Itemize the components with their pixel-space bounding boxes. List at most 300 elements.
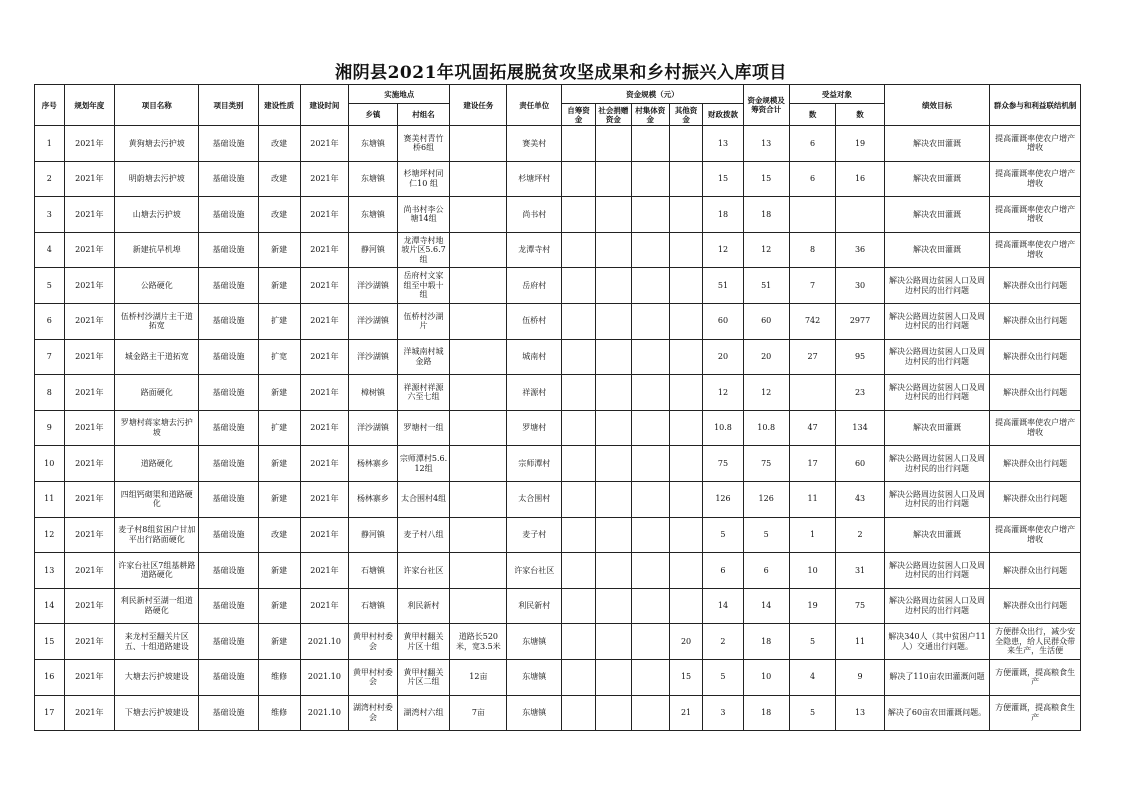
table-row — [35, 161, 1081, 197]
cell-mechanism: 方便灌溉，提高粮食生产 — [990, 695, 1081, 731]
cell-mechanism: 提高灌溉率使农户增产增收 — [990, 232, 1081, 268]
cell-donation — [595, 339, 631, 375]
cell-plan-year: 2021年 — [64, 197, 115, 233]
cell-beneficiary-count2 — [836, 197, 885, 233]
cell-project-name: 道路硬化 — [115, 446, 199, 482]
cell-donation — [595, 232, 631, 268]
cell-self-raised — [562, 268, 596, 304]
cell-town: 杨林寨乡 — [349, 481, 398, 517]
page-title: 湘阴县2021年巩固拓展脱贫攻坚成果和乡村振兴入库项目 — [335, 63, 787, 83]
cell-task — [450, 126, 507, 162]
cell-task — [450, 553, 507, 589]
cell-seq: 10 — [35, 446, 65, 482]
cell-town: 洋沙湖镇 — [349, 268, 398, 304]
cell-beneficiary-count2: 9 — [836, 659, 885, 695]
cell-collective — [631, 126, 669, 162]
cell-total: 20 — [743, 339, 789, 375]
col-header-time: 建设时间 — [300, 85, 349, 126]
cell-task — [450, 303, 507, 339]
cell-total: 75 — [743, 446, 789, 482]
cell-self-raised — [562, 517, 596, 553]
cell-project-name: 麦子村8组贫困户甘加平出行路面硬化 — [115, 517, 199, 553]
cell-task — [450, 339, 507, 375]
cell-beneficiary-count1: 1 — [789, 517, 835, 553]
cell-goal: 解决公路周边贫困人口及周边村民的出行问题 — [884, 268, 989, 304]
header-row-1 — [35, 85, 1081, 104]
cell-fiscal: 20 — [703, 339, 743, 375]
cell-task — [450, 517, 507, 553]
cell-town: 石塘镇 — [349, 588, 398, 624]
cell-project-type: 基础设施 — [199, 126, 258, 162]
cell-time: 2021.10 — [300, 695, 349, 731]
cell-beneficiary-count2: 75 — [836, 588, 885, 624]
cell-self-raised — [562, 303, 596, 339]
cell-project-name: 下塘去污护坡建设 — [115, 695, 199, 731]
cell-collective — [631, 659, 669, 695]
table-row — [35, 659, 1081, 695]
cell-donation — [595, 126, 631, 162]
cell-mechanism: 解决群众出行问题 — [990, 339, 1081, 375]
cell-goal: 解决公路周边贫困人口及周边村民的出行问题 — [884, 588, 989, 624]
cell-nature: 改建 — [258, 517, 300, 553]
cell-collective — [631, 339, 669, 375]
cell-time: 2021.10 — [300, 659, 349, 695]
cell-unit: 宗师潭村 — [507, 446, 562, 482]
cell-project-type: 基础设施 — [199, 375, 258, 411]
col-header-fund-scale: 资金规模（元） — [562, 85, 743, 104]
cell-total: 60 — [743, 303, 789, 339]
cell-collective — [631, 695, 669, 731]
cell-beneficiary-count2: 95 — [836, 339, 885, 375]
cell-project-type: 基础设施 — [199, 339, 258, 375]
cell-donation — [595, 695, 631, 731]
cell-village: 太合围村4组 — [397, 481, 450, 517]
cell-project-name: 公路硬化 — [115, 268, 199, 304]
cell-beneficiary-count1: 5 — [789, 695, 835, 731]
cell-other — [669, 553, 703, 589]
cell-nature: 改建 — [258, 126, 300, 162]
cell-village: 祥源村祥源六至七组 — [397, 375, 450, 411]
cell-seq: 13 — [35, 553, 65, 589]
cell-other — [669, 339, 703, 375]
cell-beneficiary-count2: 36 — [836, 232, 885, 268]
cell-self-raised — [562, 659, 596, 695]
cell-seq: 8 — [35, 375, 65, 411]
cell-beneficiary-count1: 8 — [789, 232, 835, 268]
cell-self-raised — [562, 375, 596, 411]
cell-mechanism: 提高灌溉率使农户增产增收 — [990, 410, 1081, 446]
cell-self-raised — [562, 232, 596, 268]
cell-donation — [595, 410, 631, 446]
cell-donation — [595, 624, 631, 660]
cell-time: 2021年 — [300, 517, 349, 553]
col-header-fiscal: 财政拨款 — [703, 104, 743, 126]
cell-town: 东塘镇 — [349, 161, 398, 197]
col-header-count1: 数 — [789, 104, 835, 126]
cell-project-name: 来龙村至翻关片区五、十组道路建设 — [115, 624, 199, 660]
cell-village: 黄甲村翻关片区十组 — [397, 624, 450, 660]
col-header-self-raised: 自筹资金 — [562, 104, 596, 126]
cell-goal: 解决340人（其中贫困户11人）交通出行问题。 — [884, 624, 989, 660]
cell-nature: 新建 — [258, 481, 300, 517]
cell-donation — [595, 303, 631, 339]
cell-collective — [631, 588, 669, 624]
cell-plan-year: 2021年 — [64, 339, 115, 375]
cell-project-type: 基础设施 — [199, 624, 258, 660]
table-row — [35, 624, 1081, 660]
cell-self-raised — [562, 553, 596, 589]
cell-seq: 1 — [35, 126, 65, 162]
cell-project-type: 基础设施 — [199, 659, 258, 695]
cell-goal: 解决公路周边贫困人口及周边村民的出行问题 — [884, 481, 989, 517]
col-header-plan-year: 规划年度 — [64, 85, 115, 126]
cell-beneficiary-count1 — [789, 375, 835, 411]
cell-total: 15 — [743, 161, 789, 197]
cell-plan-year: 2021年 — [64, 375, 115, 411]
cell-other — [669, 410, 703, 446]
cell-total: 10 — [743, 659, 789, 695]
cell-project-type: 基础设施 — [199, 410, 258, 446]
col-header-goal: 绩效目标 — [884, 85, 989, 126]
cell-unit: 许家台社区 — [507, 553, 562, 589]
cell-task: 7亩 — [450, 695, 507, 731]
cell-donation — [595, 446, 631, 482]
cell-fiscal: 14 — [703, 588, 743, 624]
cell-total: 18 — [743, 695, 789, 731]
cell-unit: 尚书村 — [507, 197, 562, 233]
cell-project-type: 基础设施 — [199, 695, 258, 731]
cell-seq: 9 — [35, 410, 65, 446]
cell-unit: 岳府村 — [507, 268, 562, 304]
cell-task — [450, 481, 507, 517]
cell-project-type: 基础设施 — [199, 303, 258, 339]
table-row — [35, 268, 1081, 304]
cell-beneficiary-count1: 27 — [789, 339, 835, 375]
cell-plan-year: 2021年 — [64, 659, 115, 695]
cell-time: 2021年 — [300, 197, 349, 233]
cell-village: 杉塘坪村同仁10 组 — [397, 161, 450, 197]
table-row — [35, 481, 1081, 517]
cell-project-type: 基础设施 — [199, 197, 258, 233]
cell-nature: 扩建 — [258, 303, 300, 339]
cell-seq: 4 — [35, 232, 65, 268]
cell-project-name: 四组钙砌渠和道路硬化 — [115, 481, 199, 517]
cell-donation — [595, 161, 631, 197]
table-row — [35, 232, 1081, 268]
cell-project-name: 许家台社区7组基耕路道路硬化 — [115, 553, 199, 589]
cell-mechanism: 提高灌溉率使农户增产增收 — [990, 517, 1081, 553]
cell-task — [450, 375, 507, 411]
cell-total: 18 — [743, 197, 789, 233]
cell-collective — [631, 161, 669, 197]
cell-self-raised — [562, 624, 596, 660]
cell-beneficiary-count2: 31 — [836, 553, 885, 589]
col-header-location: 实施地点 — [349, 85, 450, 104]
table-row — [35, 553, 1081, 589]
table-row — [35, 446, 1081, 482]
cell-donation — [595, 588, 631, 624]
cell-self-raised — [562, 695, 596, 731]
cell-seq: 17 — [35, 695, 65, 731]
cell-goal: 解决公路周边贫困人口及周边村民的出行问题 — [884, 375, 989, 411]
cell-unit: 麦子村 — [507, 517, 562, 553]
cell-mechanism: 解决群众出行问题 — [990, 375, 1081, 411]
col-header-mechanism: 群众参与和利益联结机制 — [990, 85, 1081, 126]
table-row — [35, 303, 1081, 339]
cell-time: 2021年 — [300, 588, 349, 624]
cell-plan-year: 2021年 — [64, 553, 115, 589]
cell-plan-year: 2021年 — [64, 481, 115, 517]
cell-plan-year: 2021年 — [64, 517, 115, 553]
cell-seq: 11 — [35, 481, 65, 517]
table-body — [35, 126, 1081, 731]
cell-unit: 太合围村 — [507, 481, 562, 517]
cell-nature: 维修 — [258, 659, 300, 695]
cell-task — [450, 588, 507, 624]
cell-village: 黄甲村翻关片区二组 — [397, 659, 450, 695]
cell-other — [669, 446, 703, 482]
cell-mechanism: 解决群众出行问题 — [990, 268, 1081, 304]
cell-beneficiary-count1: 4 — [789, 659, 835, 695]
cell-town: 石塘镇 — [349, 553, 398, 589]
cell-fiscal: 12 — [703, 375, 743, 411]
cell-project-name: 路面硬化 — [115, 375, 199, 411]
cell-village: 利民新村 — [397, 588, 450, 624]
cell-collective — [631, 303, 669, 339]
cell-mechanism: 提高灌溉率使农户增产增收 — [990, 197, 1081, 233]
col-header-donation: 社会捐赠资金 — [595, 104, 631, 126]
cell-other — [669, 481, 703, 517]
cell-plan-year: 2021年 — [64, 268, 115, 304]
cell-task — [450, 410, 507, 446]
table-row — [35, 197, 1081, 233]
cell-fiscal: 12 — [703, 232, 743, 268]
cell-goal: 解决农田灌溉 — [884, 197, 989, 233]
cell-town: 杨林寨乡 — [349, 446, 398, 482]
cell-donation — [595, 659, 631, 695]
table-row — [35, 588, 1081, 624]
cell-project-name: 明蔚塘去污护坡 — [115, 161, 199, 197]
cell-plan-year: 2021年 — [64, 126, 115, 162]
col-header-collective: 村集体资金 — [631, 104, 669, 126]
cell-town: 洋沙湖镇 — [349, 339, 398, 375]
cell-time: 2021年 — [300, 410, 349, 446]
cell-total: 12 — [743, 375, 789, 411]
cell-village: 宗师潭村5.6.12组 — [397, 446, 450, 482]
cell-beneficiary-count2: 2 — [836, 517, 885, 553]
cell-unit: 伍桥村 — [507, 303, 562, 339]
cell-nature: 新建 — [258, 375, 300, 411]
cell-plan-year: 2021年 — [64, 588, 115, 624]
table-row — [35, 517, 1081, 553]
cell-project-name: 城金路主干道拓宽 — [115, 339, 199, 375]
cell-project-name: 利民新村至湖一组道路硬化 — [115, 588, 199, 624]
cell-nature: 新建 — [258, 446, 300, 482]
cell-task: 12亩 — [450, 659, 507, 695]
cell-task — [450, 161, 507, 197]
cell-beneficiary-count1: 17 — [789, 446, 835, 482]
col-header-beneficiary: 受益对象 — [789, 85, 884, 104]
col-header-other: 其他资金 — [669, 104, 703, 126]
cell-total: 13 — [743, 126, 789, 162]
cell-beneficiary-count2: 16 — [836, 161, 885, 197]
cell-donation — [595, 481, 631, 517]
cell-self-raised — [562, 197, 596, 233]
cell-time: 2021年 — [300, 446, 349, 482]
cell-town: 静河镇 — [349, 232, 398, 268]
cell-nature: 新建 — [258, 232, 300, 268]
cell-task: 道路长520米，宽3.5米 — [450, 624, 507, 660]
cell-town: 黄甲村村委会 — [349, 624, 398, 660]
cell-project-name: 罗塘村蒋家塘去污护坡 — [115, 410, 199, 446]
cell-mechanism: 提高灌溉率使农户增产增收 — [990, 161, 1081, 197]
cell-time: 2021.10 — [300, 624, 349, 660]
cell-total: 126 — [743, 481, 789, 517]
cell-self-raised — [562, 410, 596, 446]
cell-other: 15 — [669, 659, 703, 695]
cell-collective — [631, 553, 669, 589]
cell-project-name: 山塘去污护坡 — [115, 197, 199, 233]
cell-beneficiary-count1: 19 — [789, 588, 835, 624]
cell-other — [669, 197, 703, 233]
cell-time: 2021年 — [300, 126, 349, 162]
cell-collective — [631, 268, 669, 304]
cell-village: 尚书村李公塘14组 — [397, 197, 450, 233]
cell-total: 18 — [743, 624, 789, 660]
cell-project-type: 基础设施 — [199, 517, 258, 553]
cell-mechanism: 方便灌溉，提高粮食生产 — [990, 659, 1081, 695]
cell-fiscal: 3 — [703, 695, 743, 731]
table-row — [35, 375, 1081, 411]
cell-fiscal: 51 — [703, 268, 743, 304]
cell-beneficiary-count2: 11 — [836, 624, 885, 660]
cell-unit: 东塘镇 — [507, 695, 562, 731]
cell-fiscal: 60 — [703, 303, 743, 339]
cell-seq: 15 — [35, 624, 65, 660]
cell-self-raised — [562, 126, 596, 162]
cell-seq: 16 — [35, 659, 65, 695]
cell-other — [669, 268, 703, 304]
cell-project-type: 基础设施 — [199, 588, 258, 624]
cell-plan-year: 2021年 — [64, 161, 115, 197]
col-header-seq: 序号 — [35, 85, 65, 126]
cell-unit: 城南村 — [507, 339, 562, 375]
cell-task — [450, 268, 507, 304]
cell-time: 2021年 — [300, 553, 349, 589]
table-row — [35, 126, 1081, 162]
cell-village: 伍桥村沙湖片 — [397, 303, 450, 339]
cell-mechanism: 解决群众出行问题 — [990, 481, 1081, 517]
cell-unit: 东塘镇 — [507, 624, 562, 660]
cell-mechanism: 解决群众出行问题 — [990, 588, 1081, 624]
cell-plan-year: 2021年 — [64, 624, 115, 660]
cell-beneficiary-count1: 742 — [789, 303, 835, 339]
cell-plan-year: 2021年 — [64, 410, 115, 446]
cell-beneficiary-count1 — [789, 197, 835, 233]
cell-goal: 解决了60亩农田灌溉问题。 — [884, 695, 989, 731]
cell-seq: 2 — [35, 161, 65, 197]
cell-nature: 新建 — [258, 624, 300, 660]
cell-fiscal: 15 — [703, 161, 743, 197]
cell-beneficiary-count2: 30 — [836, 268, 885, 304]
cell-task — [450, 232, 507, 268]
cell-time: 2021年 — [300, 303, 349, 339]
cell-unit: 东塘镇 — [507, 659, 562, 695]
cell-plan-year: 2021年 — [64, 232, 115, 268]
cell-nature: 新建 — [258, 553, 300, 589]
col-header-task: 建设任务 — [450, 85, 507, 126]
cell-beneficiary-count2: 19 — [836, 126, 885, 162]
cell-village: 湖湾村六组 — [397, 695, 450, 731]
cell-collective — [631, 624, 669, 660]
cell-beneficiary-count1: 6 — [789, 161, 835, 197]
cell-town: 洋沙湖镇 — [349, 303, 398, 339]
cell-nature: 改建 — [258, 197, 300, 233]
cell-goal: 解决公路周边贫困人口及周边村民的出行问题 — [884, 339, 989, 375]
col-header-village: 村组名 — [397, 104, 450, 126]
cell-mechanism: 方便群众出行，减少安全隐患，给人民群众带来生产，生活便 — [990, 624, 1081, 660]
cell-donation — [595, 197, 631, 233]
cell-time: 2021年 — [300, 339, 349, 375]
cell-mechanism: 解决群众出行问题 — [990, 553, 1081, 589]
cell-project-name: 大塘去污护坡建设 — [115, 659, 199, 695]
cell-nature: 维修 — [258, 695, 300, 731]
cell-time: 2021年 — [300, 375, 349, 411]
cell-self-raised — [562, 481, 596, 517]
cell-fiscal: 18 — [703, 197, 743, 233]
cell-fiscal: 75 — [703, 446, 743, 482]
cell-goal: 解决农田灌溉 — [884, 126, 989, 162]
cell-goal: 解决农田灌溉 — [884, 410, 989, 446]
cell-mechanism: 解决群众出行问题 — [990, 446, 1081, 482]
cell-collective — [631, 481, 669, 517]
cell-unit: 利民新村 — [507, 588, 562, 624]
cell-goal: 解决农田灌溉 — [884, 161, 989, 197]
col-header-town: 乡镇 — [349, 104, 398, 126]
col-header-nature: 建设性质 — [258, 85, 300, 126]
cell-collective — [631, 375, 669, 411]
cell-collective — [631, 410, 669, 446]
cell-other — [669, 517, 703, 553]
cell-other — [669, 161, 703, 197]
cell-nature: 新建 — [258, 588, 300, 624]
cell-other — [669, 375, 703, 411]
cell-other — [669, 126, 703, 162]
cell-self-raised — [562, 339, 596, 375]
cell-time: 2021年 — [300, 268, 349, 304]
cell-plan-year: 2021年 — [64, 695, 115, 731]
cell-village: 麦子村八组 — [397, 517, 450, 553]
cell-project-type: 基础设施 — [199, 268, 258, 304]
col-header-project-type: 项目类别 — [199, 85, 258, 126]
cell-project-name: 伍桥村沙湖片主干道拓宽 — [115, 303, 199, 339]
cell-unit: 龙潭寺村 — [507, 232, 562, 268]
cell-beneficiary-count1: 5 — [789, 624, 835, 660]
cell-project-name: 新建抗旱机埠 — [115, 232, 199, 268]
table-row — [35, 410, 1081, 446]
cell-seq: 6 — [35, 303, 65, 339]
cell-total: 6 — [743, 553, 789, 589]
cell-seq: 7 — [35, 339, 65, 375]
cell-fiscal: 10.8 — [703, 410, 743, 446]
cell-fiscal: 5 — [703, 517, 743, 553]
col-header-total: 资金规模及筹资合计 — [743, 85, 789, 126]
cell-seq: 5 — [35, 268, 65, 304]
cell-donation — [595, 375, 631, 411]
col-header-project-name: 项目名称 — [115, 85, 199, 126]
cell-village: 许家台社区 — [397, 553, 450, 589]
cell-time: 2021年 — [300, 481, 349, 517]
